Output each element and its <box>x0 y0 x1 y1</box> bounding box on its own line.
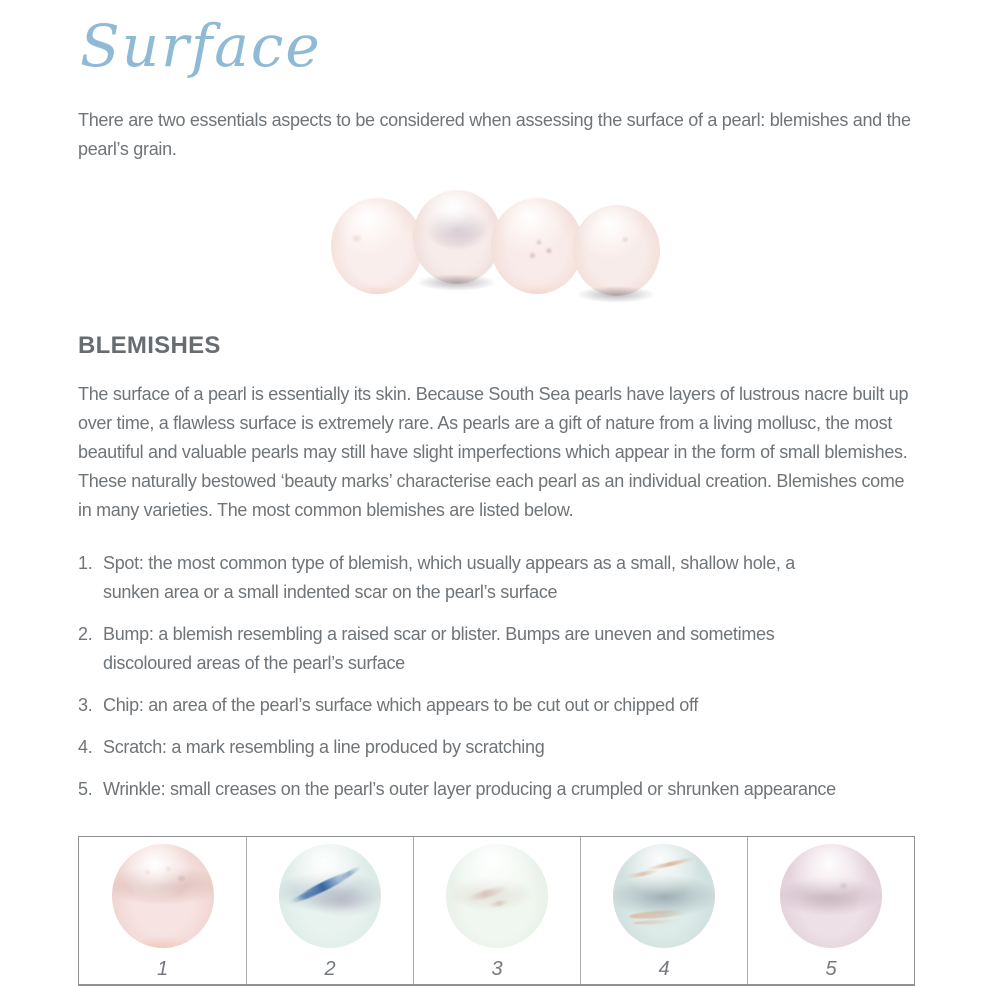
pearl-bump-image <box>279 844 381 948</box>
table-cell <box>79 837 246 984</box>
pearl-chip-image <box>446 844 548 948</box>
table-cell <box>246 837 413 984</box>
cell-number-label: 4 <box>658 958 670 980</box>
list-item-number: 5. <box>78 779 93 799</box>
list-item-text: Chip: an area of the pearl’s surface which appears to be cut out or chipped off <box>103 695 699 715</box>
list-item-number: 4. <box>78 737 93 757</box>
pearl-scratch-image <box>613 844 715 948</box>
pearl-strand-photo <box>0 176 990 302</box>
pearl-image <box>413 190 501 284</box>
cell-number-label: 1 <box>156 958 169 980</box>
list-item-text: Wrinkle: small creases on the pearl’s outer layer producing a crumpled or shrunken appearance <box>103 779 836 799</box>
list-item <box>78 775 912 804</box>
pearl-spot-image <box>112 844 214 948</box>
section-heading-blemishes: BLEMISHES <box>78 332 221 359</box>
blemish-examples-table <box>78 836 915 986</box>
list-item <box>78 691 912 720</box>
scratch-mark <box>629 909 686 920</box>
cell-number-label: 3 <box>491 958 503 980</box>
list-item-text: Bump: a blemish resembling a raised scar or blister. Bumps are uneven and sometimes discoloured areas of the pearl’s surface <box>103 624 775 673</box>
pearl-wrinkle-image <box>780 844 882 948</box>
blemishes-paragraph: The surface of a pearl is essentially its skin. Because South Sea pearls have layers of lustrous nacre built up over time, a flawless surface is extremely rare. As pearls are a gift of nature from a living mollusc, the most beautiful and valuable pearls may still have slight imperfections which appear in the form of small blemishes. These naturally bestowed ‘beauty marks’ characterise each pearl as an individual creation. Blemishes come in many varieties. The most common blemishes are listed below. <box>78 384 909 520</box>
list-item-number: 3. <box>78 695 93 715</box>
blemish-list <box>78 549 912 804</box>
scratch-mark <box>633 919 678 925</box>
table-cell <box>413 837 580 984</box>
pearl-image <box>573 205 660 296</box>
smudge-mark <box>489 899 510 908</box>
list-item-number: 1. <box>78 553 93 573</box>
scratch-mark <box>644 856 697 872</box>
table-cell <box>747 837 914 984</box>
list-item <box>78 620 912 678</box>
pearl-image <box>491 198 583 294</box>
cell-number-label: 2 <box>324 958 336 980</box>
pearl-image <box>331 198 423 294</box>
list-item <box>78 733 912 762</box>
list-item-text: Spot: the most common type of blemish, which usually appears as a small, shallow hole, a sunken area or a small indented scar on the pearl’s surface <box>103 553 795 602</box>
scratch-mark <box>625 869 660 880</box>
page-title: Surface <box>80 12 322 80</box>
cell-number-label: 5 <box>825 958 837 980</box>
list-item-text: Scratch: a mark resembling a line produced by scratching <box>103 737 545 757</box>
list-item-number: 2. <box>78 624 93 644</box>
table-cell <box>580 837 747 984</box>
intro-paragraph: There are two essentials aspects to be considered when assessing the surface of a pearl: blemishes and the pearl’s grain. <box>78 110 911 159</box>
list-item <box>78 549 912 607</box>
